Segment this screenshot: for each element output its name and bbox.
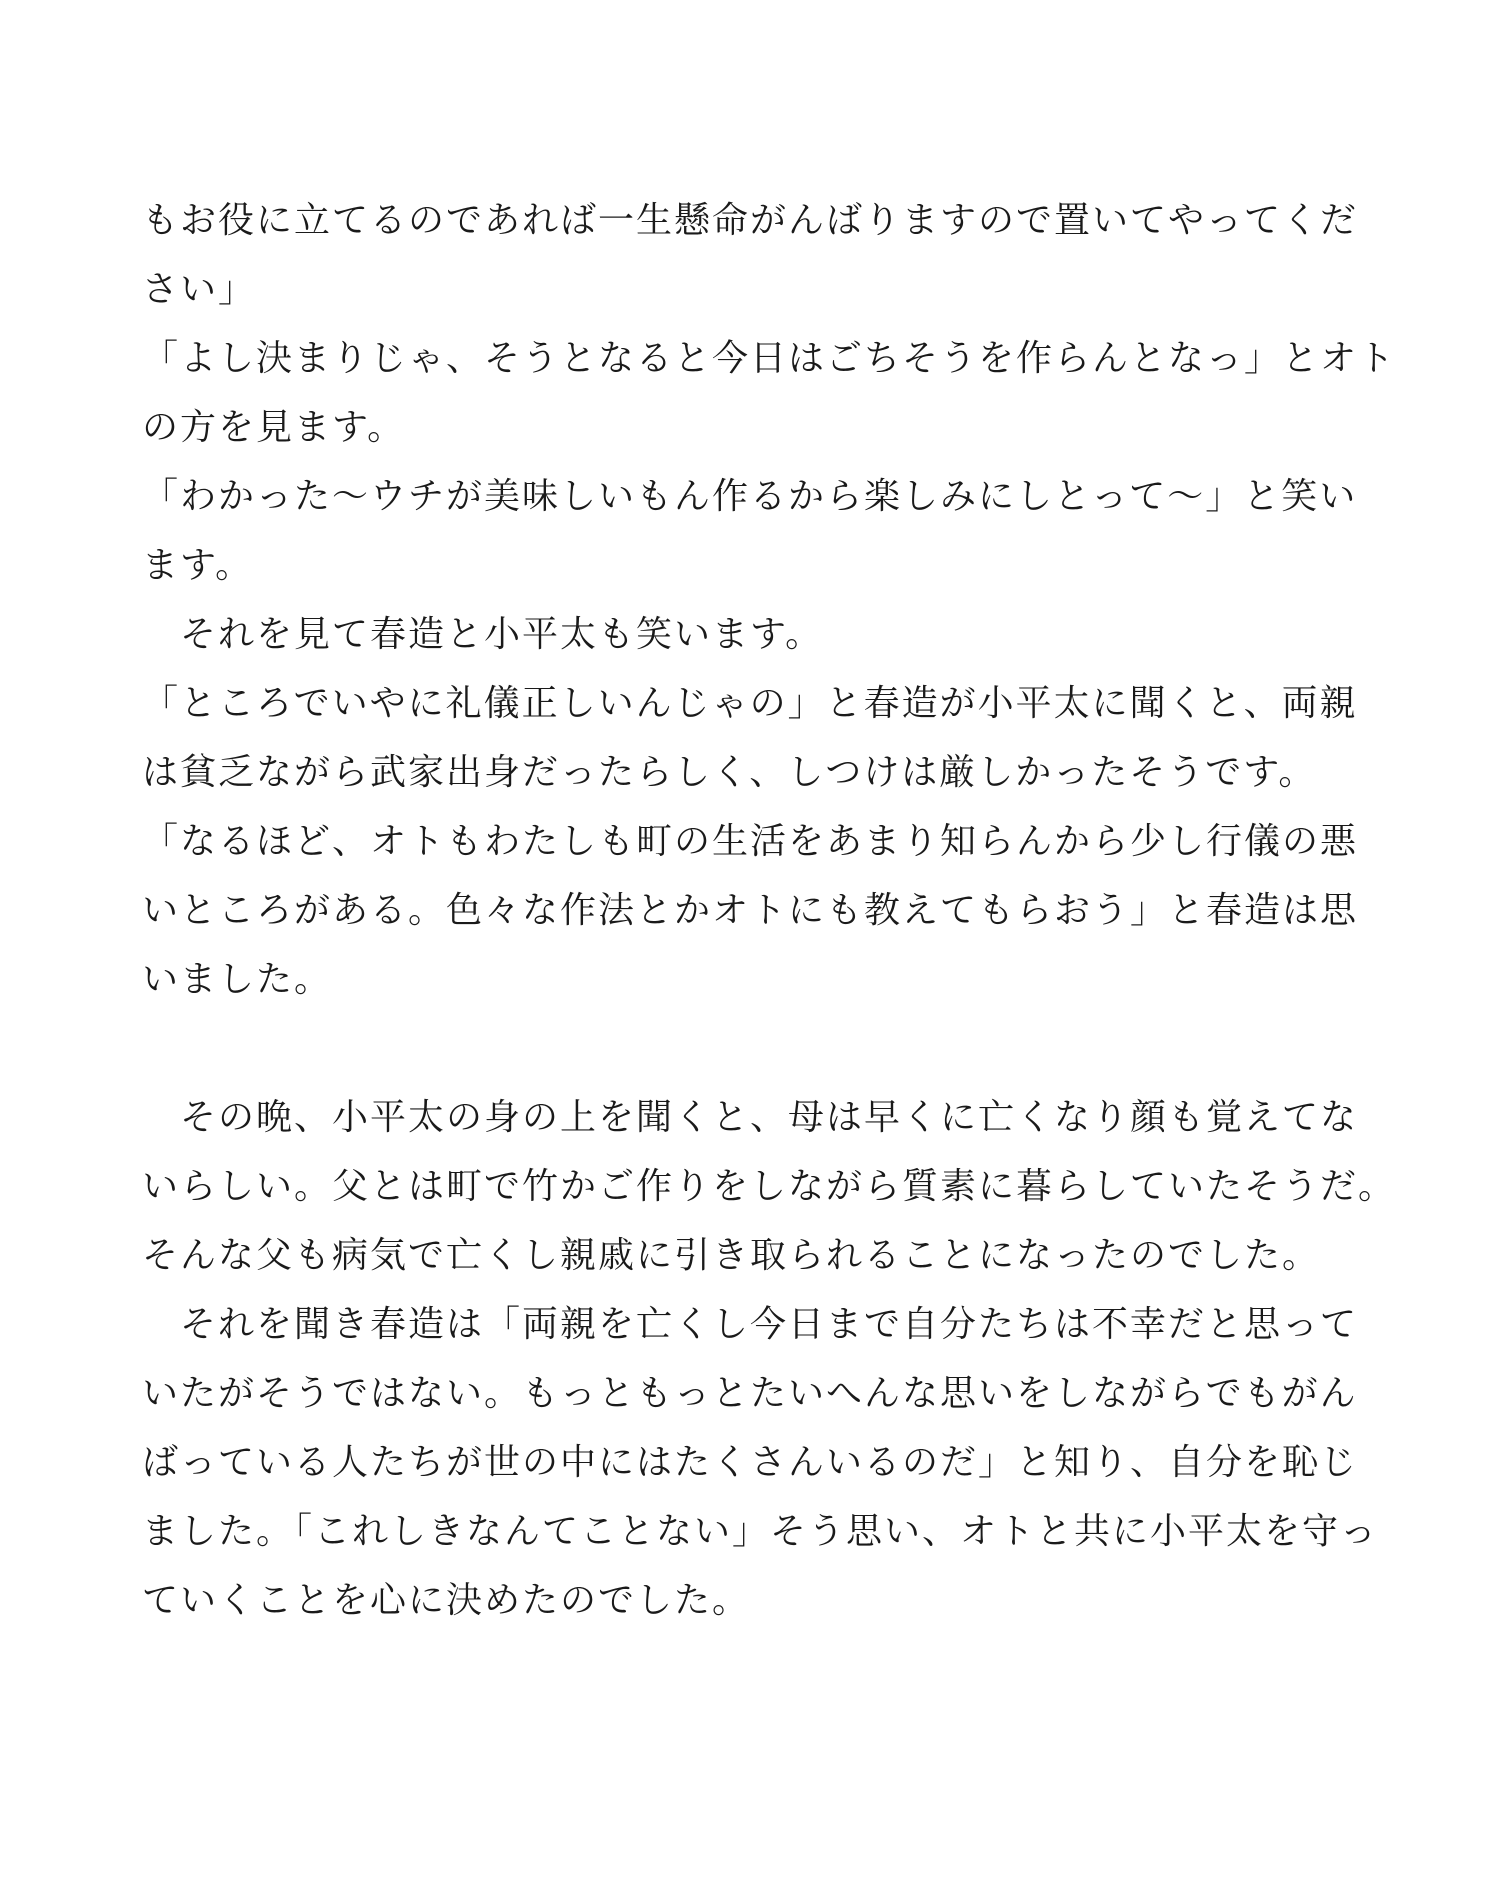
- text-line: それを見て春造と小平太も笑います。: [142, 614, 824, 655]
- text-line: ました。「これしきなんてことない」そう思い、オトと共に小平太を守っ: [142, 1511, 1379, 1552]
- text-line: の方を見ます。: [142, 407, 406, 448]
- text-line: 「ところでいやに礼儀正しいんじゃの」と春造が小平太に聞くと、両親: [142, 683, 1358, 724]
- paragraph-1: [142, 186, 1397, 1014]
- text-line: その晩、小平太の身の上を聞くと、母は早くに亡くなり顔も覚えてな: [142, 1097, 1359, 1138]
- text-line: ていくことを心に決めたのでした。: [142, 1580, 751, 1621]
- text-line: ばっている人たちが世の中にはたくさんいるのだ」と知り、自分を恥じ: [142, 1442, 1359, 1483]
- text-line: ます。: [142, 545, 254, 586]
- text-line: いところがある。色々な作法とかオトにも教えてもらおう」と春造は思: [142, 890, 1359, 931]
- text-line: もお役に立てるのであれば一生懸命がんばりますので置いてやってくだ: [142, 200, 1359, 241]
- text-line: そんな父も病気で亡くし親戚に引き取られることになったのでした。: [142, 1235, 1321, 1276]
- paragraph-gap: [142, 1014, 1372, 1083]
- text-line: さい」: [142, 269, 257, 310]
- text-line: いたがそうではない。もっともっとたいへんな思いをしながらでもがん: [142, 1373, 1358, 1414]
- body-text: [142, 186, 1397, 1635]
- text-line: は貧乏ながら武家出身だったらしく、しつけは厳しかったそうです。: [142, 752, 1317, 793]
- text-line: いました。: [142, 959, 333, 1000]
- text-line: いらしい。父とは町で竹かご作りをしながら質素に暮らしていたそうだ。: [142, 1166, 1397, 1207]
- paragraph-2: [142, 1083, 1397, 1635]
- text-line: 「なるほど、オトもわたしも町の生活をあまり知らんから少し行儀の悪: [142, 821, 1359, 862]
- text-line: それを聞き春造は「両親を亡くし今日まで自分たちは不幸だと思って: [142, 1304, 1359, 1345]
- text-line: 「よし決まりじゃ、そうとなると今日はごちそうを作らんとなっ」とオト: [142, 338, 1397, 379]
- text-line: 「わかった〜ウチが美味しいもん作るから楽しみにしとって〜」と笑い: [142, 476, 1358, 517]
